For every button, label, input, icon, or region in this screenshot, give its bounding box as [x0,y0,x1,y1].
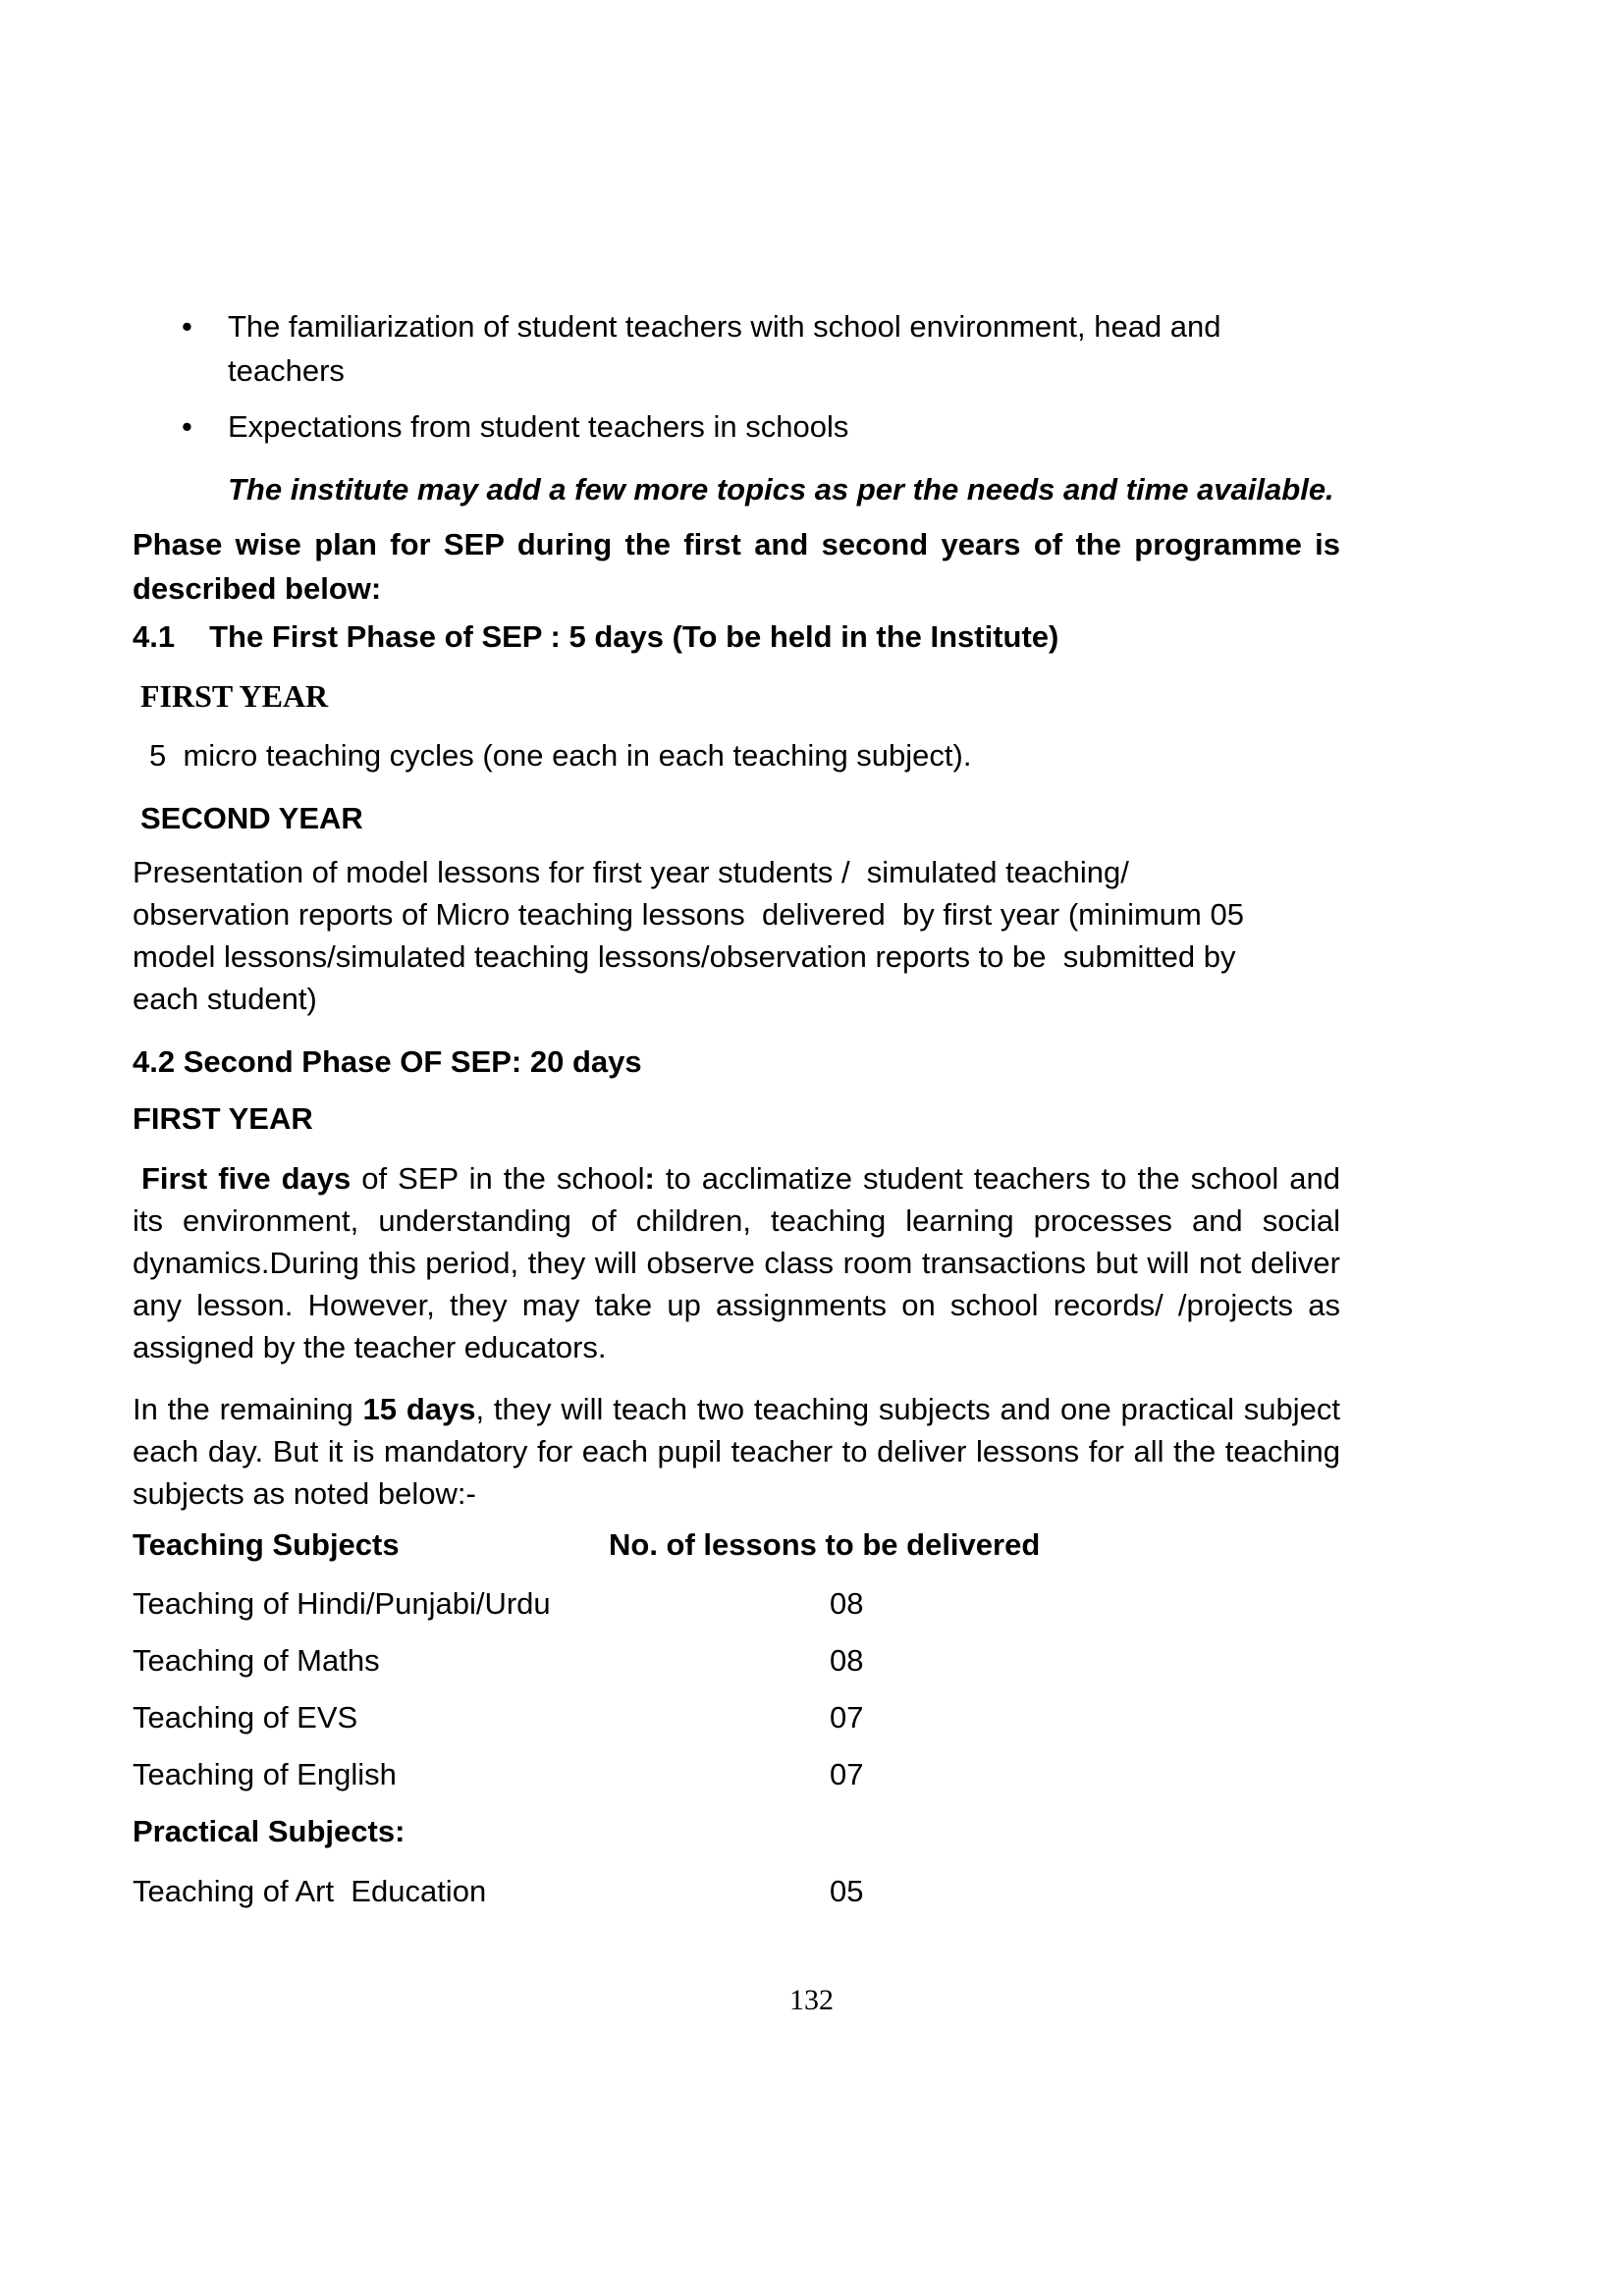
phase-plan-intro: Phase wise plan for SEP during the first and second years of the programme is described below: [133,527,1340,606]
table-row [133,1695,1340,1739]
section-title: The First Phase of SEP : 5 days (To be held in the Institute) [209,619,1059,654]
text-segment: , they will teach two teaching subjects and one practical subject each day. But it is mandatory for each pupil teacher to deliver lessons for all the teaching subjects as noted below:- [133,1392,1341,1511]
subject-cell: Teaching of Art Education [133,1874,487,1908]
bullet-icon: • [182,409,192,444]
subject-cell: Teaching of Hindi/Punjabi/Urdu [133,1586,551,1621]
section-4-1-heading [133,614,1340,659]
text-line: each student) [133,982,317,1016]
count-cell: 08 [830,1586,864,1621]
count-cell: 05 [830,1874,864,1908]
page-number: 132 [789,1984,834,2016]
subject-cell: Teaching of Maths [133,1643,380,1678]
text-segment: In the remaining [133,1392,363,1426]
table-row [133,1581,1340,1626]
text-segment: to acclimatize student teachers to the school and its environment, understanding of children, teaching learning processes and social dynamics.During this period, they will observe class room transactions but will not deliver any lesson. However, they may take up assignments on school records/ /projects as assigned by the teacher educators. [133,1161,1340,1364]
bold-segment: 15 days [362,1392,476,1426]
lessons-table-header [133,1522,1340,1567]
bullet-item-familiarization [133,304,1340,393]
count-cell: 07 [830,1700,864,1735]
text-line: Presentation of model lessons for first year students / simulated teaching/ [133,855,1129,889]
bullet-item-expectations [133,404,1340,449]
section-number: 4.1 [133,619,176,654]
text-segment: of SEP in the school [351,1161,645,1196]
table-row [133,1638,1340,1682]
first-year-text: 5 micro teaching cycles (one each in each teaching subject). [149,738,972,773]
bullet-text: The familiarization of student teachers with school environment, head and teachers [228,309,1221,388]
header-teaching-subjects: Teaching Subjects [133,1527,400,1562]
remaining-days-paragraph [133,1388,1340,1515]
header-no-of-lessons: No. of lessons to be delivered [609,1527,1041,1562]
table-row [133,1869,1340,1913]
text-line: observation reports of Micro teaching lessons delivered by first year (minimum 05 [133,897,1244,932]
table-row [133,1752,1340,1796]
second-year-paragraph [133,851,1340,1020]
practical-subjects-heading: Practical Subjects: [133,1814,406,1848]
subject-cell: Teaching of EVS [133,1700,358,1735]
bullet-icon: • [182,309,192,344]
first-five-days-paragraph [133,1157,1340,1368]
section-4-2-heading: 4.2 Second Phase OF SEP: 20 days [133,1044,642,1079]
subject-cell: Teaching of English [133,1757,397,1791]
first-year-heading-serif: FIRST YEAR [140,678,329,714]
institute-note: The institute may add a few more topics as per the needs and time available. [228,472,1334,507]
count-cell: 07 [830,1757,864,1791]
text-line: model lessons/simulated teaching lessons/observation reports to be submitted by [133,939,1236,974]
second-year-heading: SECOND YEAR [140,801,363,835]
bullet-text: Expectations from student teachers in schools [228,409,849,444]
count-cell: 08 [830,1643,864,1678]
bold-segment: First five days [141,1161,352,1196]
bold-segment: : [644,1161,655,1196]
first-year-heading-sans: FIRST YEAR [133,1101,313,1136]
